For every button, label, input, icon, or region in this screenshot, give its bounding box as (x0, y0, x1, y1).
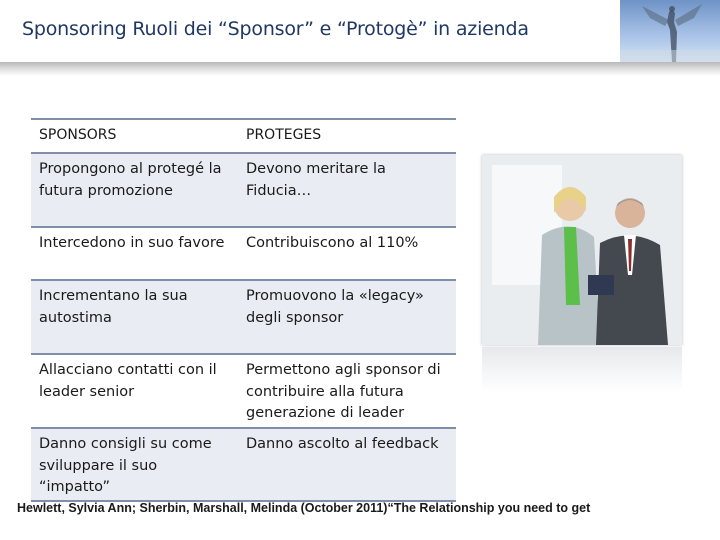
slide-title: Sponsoring Ruoli dei “Sponsor” e “Protogè” in azienda (22, 18, 529, 40)
table-cell: Allacciano contatti con il leader senior (39, 362, 217, 400)
column-header-sponsors: SPONSORS (39, 127, 117, 143)
business-people-photo (482, 155, 682, 345)
table-row (31, 281, 456, 355)
table-row (31, 154, 456, 228)
statue-logo-image (620, 0, 720, 62)
table-row (31, 355, 456, 429)
table-cell: Incrementano la sua autostima (39, 288, 188, 326)
table-cell: Propongono al protegé la futura promozione (39, 161, 222, 199)
table-cell: Devono meritare la Fiducia… (246, 161, 386, 199)
table-cell: Promuovono la «legacy» degli sponsor (246, 288, 424, 326)
angel-statue-icon (620, 0, 720, 62)
table-header-row (31, 120, 456, 154)
column-header-proteges: PROTEGES (246, 127, 322, 143)
table-cell: Danno ascolto al feedback (246, 436, 439, 452)
table-cell: Permettono agli sponsor di contribuire alla futura generazione di leader (246, 362, 441, 421)
table-cell: Contribuiscono al 110% (246, 235, 419, 251)
table-row (31, 228, 456, 281)
sponsor-protege-table (31, 118, 456, 502)
two-people-handshake-icon (482, 155, 682, 345)
table-row (31, 429, 456, 502)
citation-text: Hewlett, Sylvia Ann; Sherbin, Marshall, Melinda (October 2011)“The Relationship you need to get (17, 501, 591, 515)
table-cell: Danno consigli su come sviluppare il suo “impatto” (39, 436, 212, 495)
photo-reflection (482, 347, 682, 392)
title-divider-bar (0, 62, 720, 76)
table-cell: Intercedono in suo favore (39, 235, 225, 251)
